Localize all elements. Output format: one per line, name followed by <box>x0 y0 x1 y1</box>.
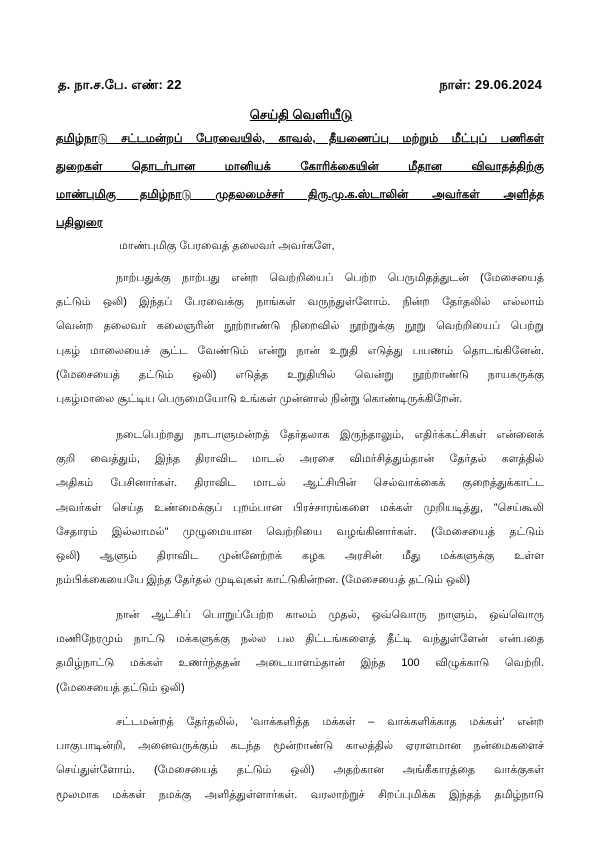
salutation: மாண்புமிகு பேரவைத் தலைவர் அவர்களே, <box>119 240 335 252</box>
body-paragraph-2 <box>56 423 544 592</box>
paragraph-line: தட்டும் ஒலி) இந்தப் பேரவைக்கு நாங்கள் வருந்துள்ளோம். நின்ற தேர்தலில் எல்லாம் <box>56 296 544 309</box>
paragraph-line: நம்பிக்கையையே இந்த தேர்தல் முடிவுகள் காட்டுகின்றன. (மேசையைத் தட்டும் ஒலி) <box>56 574 471 587</box>
document-title: செய்தி வெளியீடு <box>249 107 353 122</box>
paragraph-line: ஒலி) ஆளும் திராவிட முன்னேற்றக் கழக அரசின் மீது மக்களுக்கு உள்ள <box>56 550 544 563</box>
paragraph-line: நான் ஆட்சிப் பொறுப்பேற்ற காலம் முதல், ஒவ்வொரு நாளும், ஒவ்வொரு <box>116 609 544 621</box>
subject-line: தமிழ்நாடு சட்டமன்றப் பேரவையில், காவல், தீயணைப்பு மற்றும் மீட்புப் பணிகள் <box>56 133 544 145</box>
paragraph-line: சட்டமன்றத் தேர்தலில், 'வாக்களித்த மக்கள் – வாக்களிக்காத மக்கள்' என்ற <box>116 716 544 728</box>
paragraph-line: தமிழ்நாட்டு மக்கள் உணர்ந்ததன் அடையாளம்தான் இந்த 100 விழுக்காடு வெற்றி. <box>56 657 544 670</box>
paragraph-line: புகழ்மாலை சூட்டிய பெருமையோடு உங்கள் முன்னால் நின்று கொண்டிருக்கிறேன். <box>56 393 463 406</box>
paragraph-line: நடைபெற்றது நாடாளுமன்றத் தேர்தலாக இருந்தாலும், எதிர்க்கட்சிகள் என்னைக் <box>116 429 544 441</box>
press-release-number: த. நா.ச.பே. எண்: 22 <box>58 77 182 92</box>
paragraph-line: சேதாரம் இல்லாமல்" முழுமையான வெற்றியை வழங்கினார்கள். (மேசையைத் தட்டும் <box>56 525 544 538</box>
paragraph-line: வென்ற தலைவர் கலைஞரின் நூற்றாண்டு நிறைவில் நூற்றுக்கு நூறு வெற்றியைப் பெற்று <box>56 320 544 333</box>
paragraph-line: அதிகம் பேசினார்கள். திராவிட மாடல் ஆட்சியின் செல்வாக்கைக் குறைத்துக்காட்ட <box>56 477 544 490</box>
paragraph-line: (மேசையைத் தட்டும் ஒலி) எடுத்த உறுதியில் வென்று நூற்றாண்டு நாயகருக்கு <box>56 368 544 381</box>
release-date: நாள்: 29.06.2024 <box>439 77 542 92</box>
paragraph-line: அவர்கள் செய்த உண்மைக்குப் புறம்பான பிரச்சாரங்களை மக்கள் முறியடித்து, "செய்கூலி <box>56 501 544 514</box>
paragraph-line: நாற்பதுக்கு நாற்பது என்ற வெற்றியைப் பெற்ற பெருமிதத்துடன் (மேசையைத் <box>116 272 544 284</box>
subject-heading <box>56 125 544 237</box>
paragraph-line: செய்துள்ளோம். (மேசையைத் தட்டும் ஒலி) அதற்கான அங்கீகாரத்தை வாக்குகள் <box>56 764 544 777</box>
body-paragraph-4 <box>56 710 544 807</box>
subject-line: பதிலுரை <box>56 217 103 229</box>
paragraph-line: (மேசையைத் தட்டும் ஒலி) <box>56 681 185 694</box>
body-paragraph-1 <box>56 266 544 411</box>
subject-line: துறைகள் தொடர்பான மானியக் கோரிக்கையின் மீதான விவாதத்திற்கு <box>56 161 544 173</box>
body-paragraph-3 <box>56 603 544 700</box>
subject-line: மாண்புமிகு தமிழ்நாடு முதலமைச்சர் திரு.மு.க.ஸ்டாலின் அவர்கள் அளித்த <box>56 189 544 201</box>
paragraph-line: மூலமாக மக்கள் நமக்கு அளித்துள்ளார்கள். வரலாற்றுச் சிறப்புமிக்க இந்தத் தமிழ்நாடு <box>56 788 544 801</box>
paragraph-line: பாகுபாடின்றி, அனைவருக்கும் கடந்த மூன்றாண்டு காலத்தில் ஏராளமான நன்மைகளைச் <box>56 740 544 753</box>
paragraph-line: மணிநேரமும் நாட்டு மக்களுக்கு நல்ல பல திட்டங்களைத் தீட்டி வந்துள்ளேன் என்பதை <box>56 633 544 646</box>
paragraph-line: குறி வைத்தும், இந்த திராவிட மாடல் அரசை விமர்சித்தும்தான் தேர்தல் களத்தில் <box>56 453 544 466</box>
paragraph-line: புகழ் மாலையைச் சூட்ட வேண்டும் என்று நான் உறுதி எடுத்து பயணம் தொடங்கினேன். <box>56 344 544 357</box>
